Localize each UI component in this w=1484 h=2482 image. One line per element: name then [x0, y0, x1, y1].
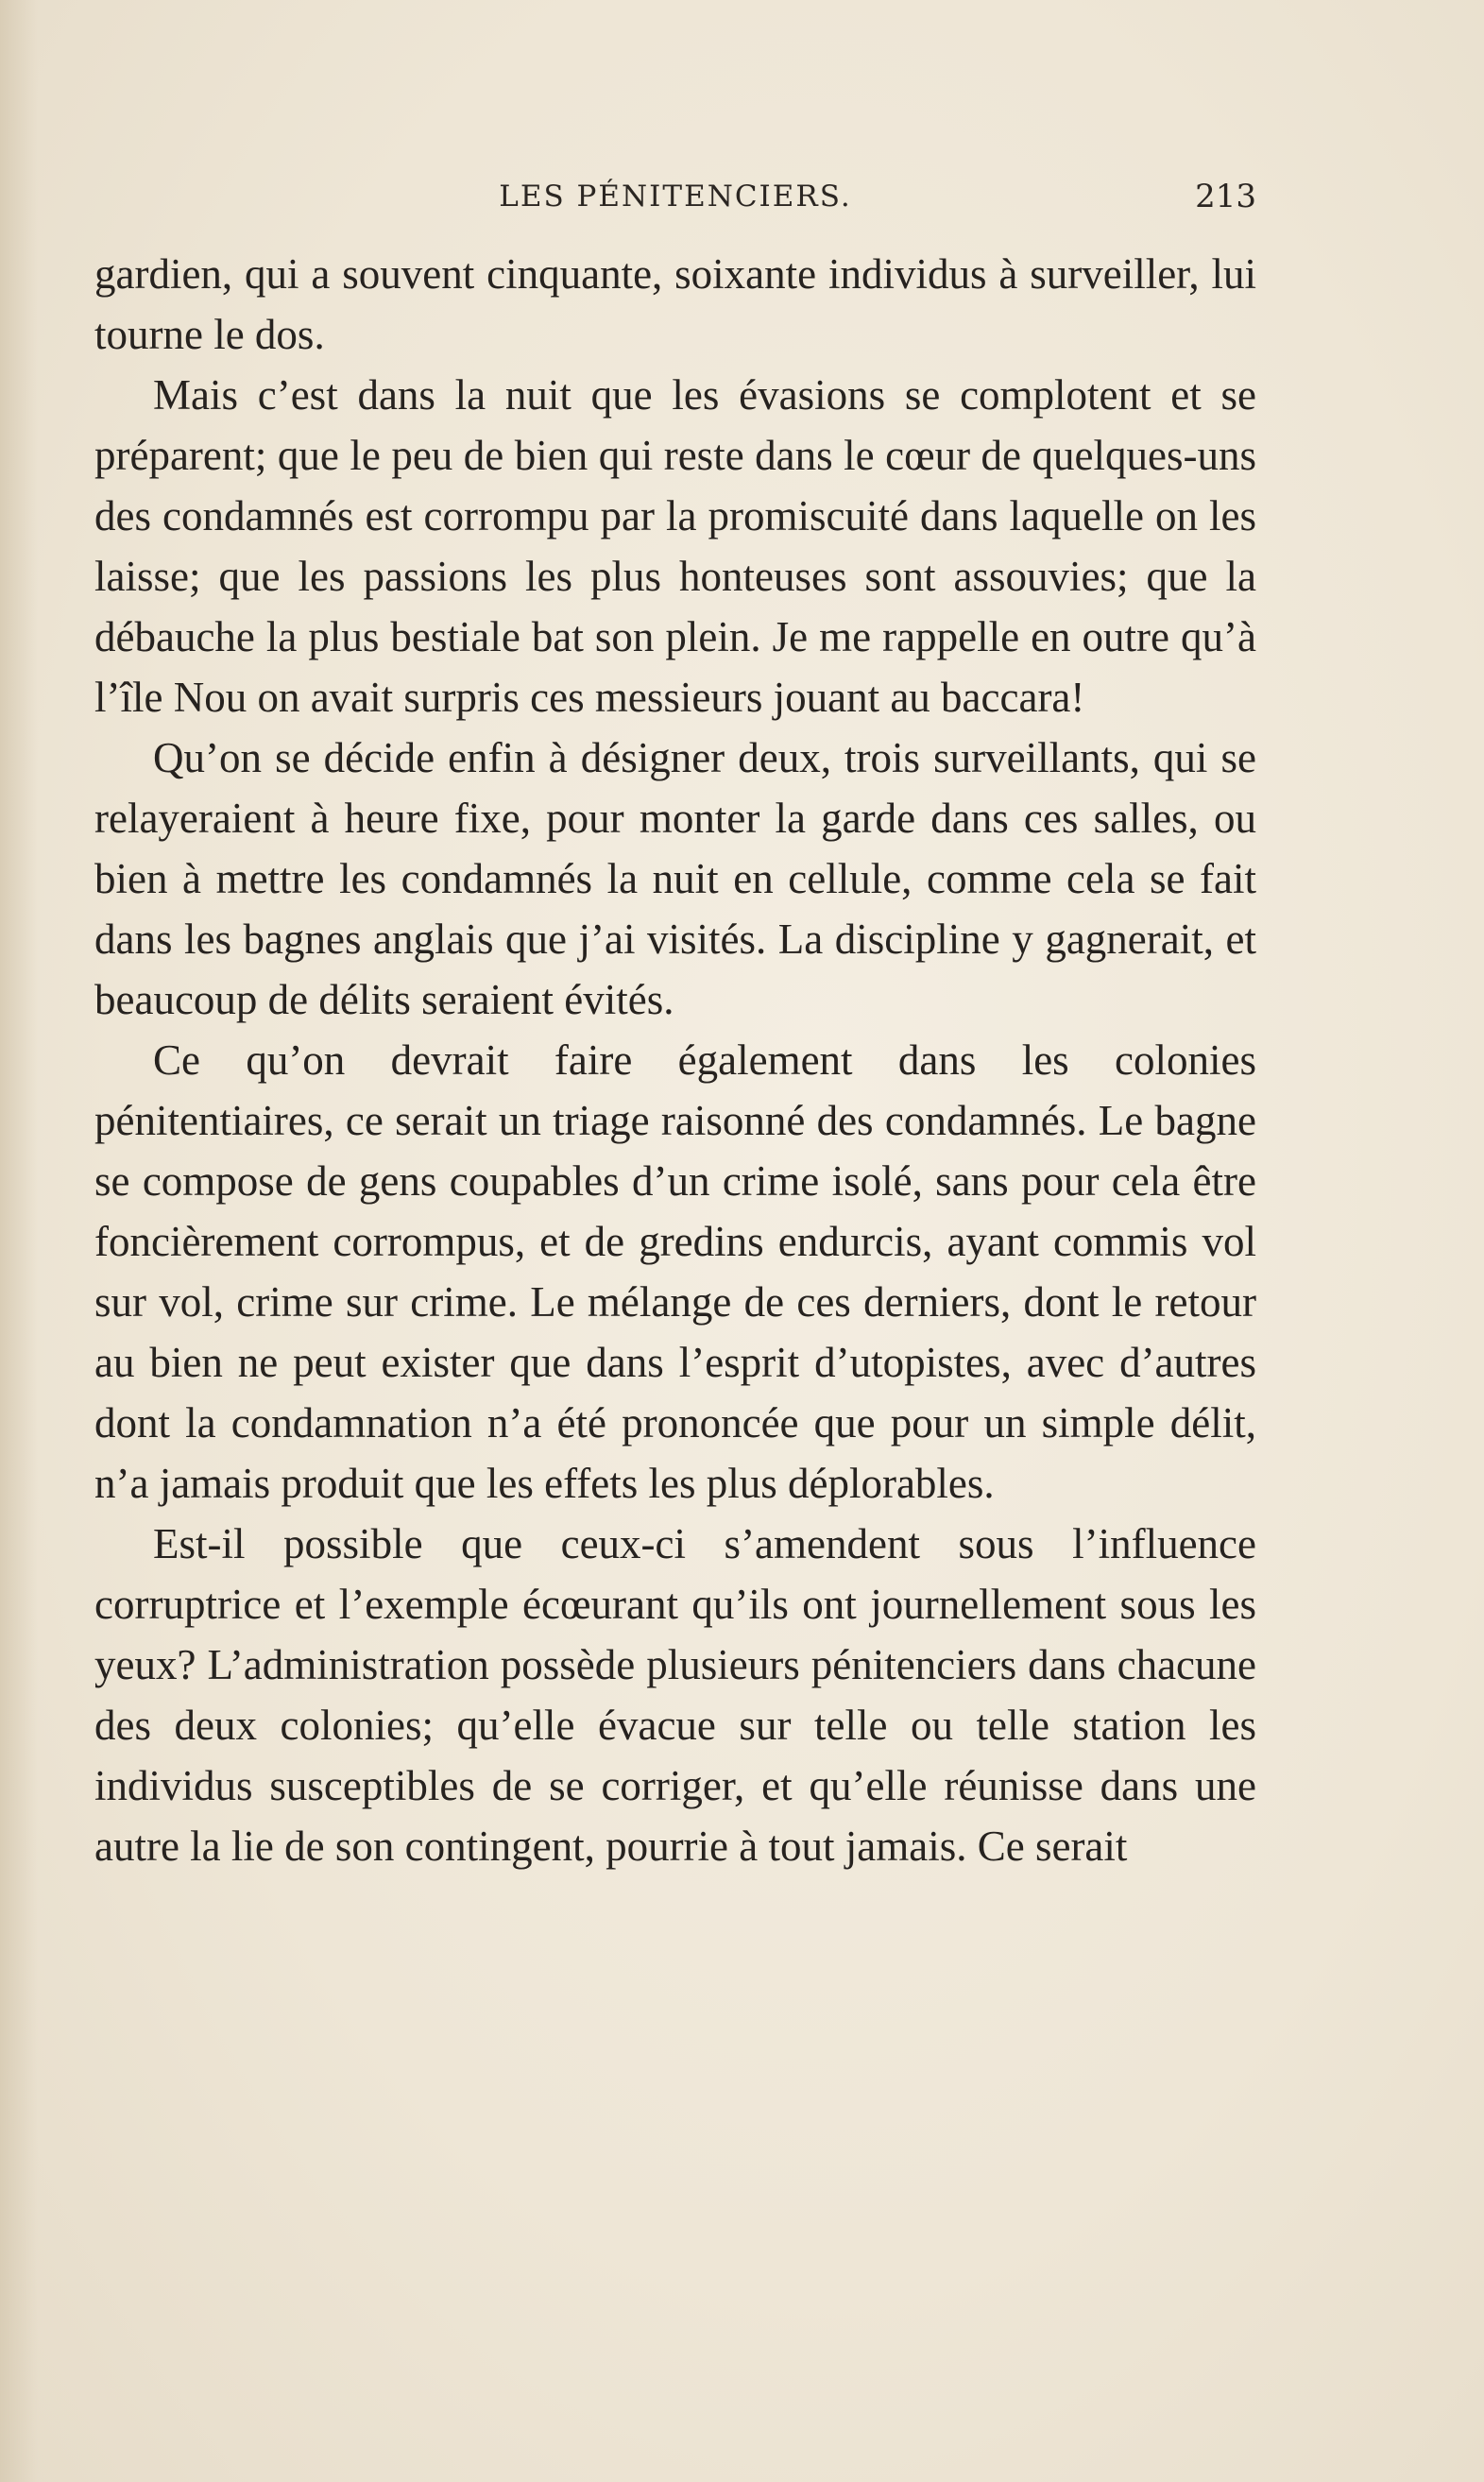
- paragraph: Ce qu’on devrait faire également dans les colonies pénitentiaires, ce serait un triage raisonné des condamnés. Le bagne se compose de gens coupables d’un crime isolé, sans pour cela être foncièrement corrompus, et de gredins endurcis, ayant commis vol sur vol, crime sur crime. Le mélange de ces derniers, dont le retour au bien ne peut exister que dans l’esprit d’utopistes, avec d’autres dont la condamnation n’a été prononcée que pour un simple délit, n’a jamais produit que les effets les plus déplorables.: [94, 1036, 1256, 1507]
- running-head: [94, 180, 1256, 227]
- paragraph: Qu’on se décide enfin à désigner deux, trois surveillants, qui se relayeraient à heure fixe, pour monter la garde dans ces salles, ou bien à mettre les condamnés la nuit en cellule, comme cela se fait dans les bagnes anglais que j’ai visités. La discipline y gagnerait, et beaucoup de délits seraient évités.: [94, 734, 1256, 1023]
- paragraph: Mais c’est dans la nuit que les évasions se complotent et se préparent; que le peu de bien qui reste dans le cœur de quelques-uns des condamnés est corrompu par la promiscuité dans laquelle on les laisse; que les passions les plus honteuses sont assouvies; que la débauche la plus bestiale bat son plein. Je me rappelle en outre qu’à l’île Nou on avait surpris ces messieurs jouant au baccara!: [94, 371, 1256, 721]
- running-title: LES PÉNITENCIERS.: [499, 180, 852, 214]
- paragraph-continuation: gardien, qui a souvent cinquante, soixante individus à surveiller, lui tourne le dos.: [94, 250, 1256, 358]
- page-number: 213: [1195, 178, 1256, 215]
- paragraph: Est-il possible que ceux-ci s’amendent sous l’influence corruptrice et l’exemple écœurant qu’ils ont journellement sous les yeux? L’administration possède plusieurs pénitenciers dans chacune des deux colonies; qu’elle évacue sur telle ou telle station les individus susceptibles de se corriger, et qu’elle réunisse dans une autre la lie de son contingent, pourrie à tout jamais. Ce serait: [94, 1520, 1256, 1870]
- body-text: [94, 244, 1256, 1876]
